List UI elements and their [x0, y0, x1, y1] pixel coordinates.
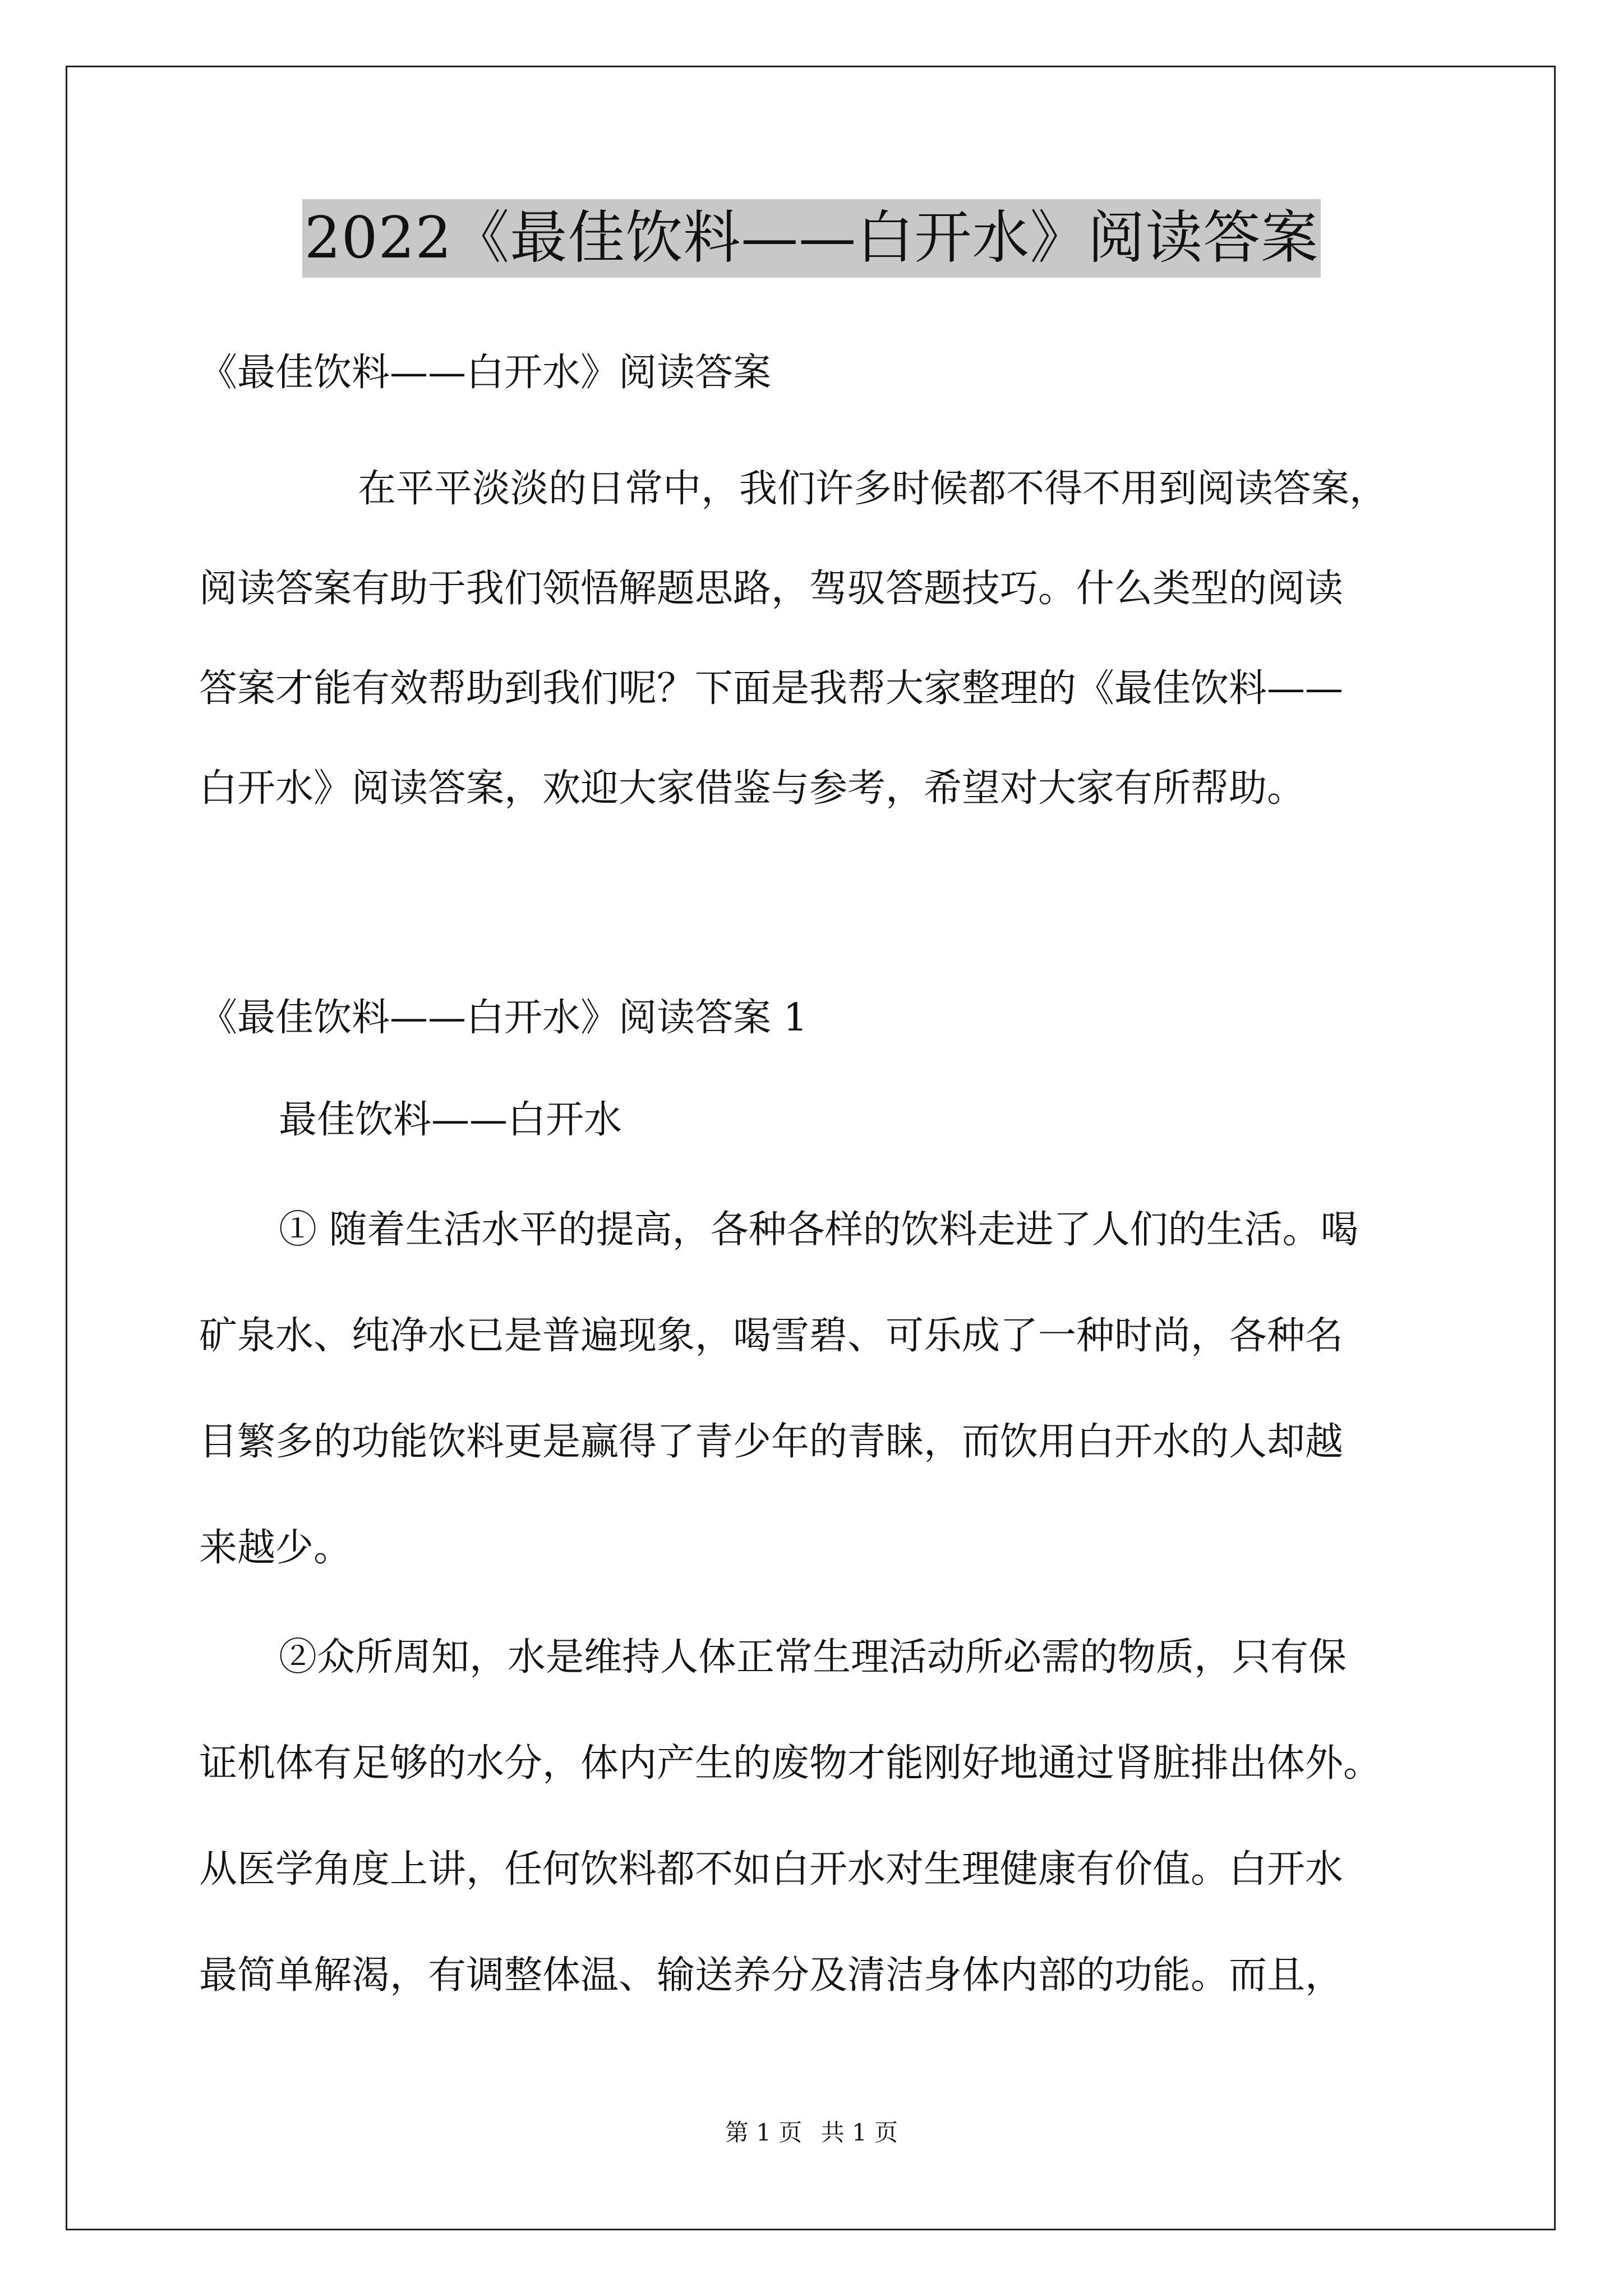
article-title: 最佳饮料——白开水 — [279, 1098, 623, 1142]
intro-line-3: 答案才能有效帮助到我们呢？下面是我帮大家整理的《最佳饮料—— — [199, 666, 1344, 711]
document-title: 2022《最佳饮料——白开水》阅读答案 — [302, 199, 1321, 278]
page-number-total: 共 1 页 — [820, 2119, 898, 2146]
paragraph1-line-3: 目繁多的功能饮料更是赢得了青少年的青睐，而饮用白开水的人却越 — [199, 1420, 1344, 1464]
paragraph2-line-4: 最简单解渴，有调整体温、输送养分及清洁身体内部的功能。而且， — [199, 1953, 1344, 1998]
subtitle: 《最佳饮料——白开水》阅读答案 — [199, 351, 772, 395]
paragraph2-line-1: ②众所周知，水是维持人体正常生理活动所必需的物质，只有保 — [279, 1635, 1347, 1680]
page-number-current: 第 1 页 — [725, 2119, 803, 2146]
section-heading: 《最佳饮料——白开水》阅读答案 1 — [199, 996, 808, 1040]
intro-line-1: 在平平淡淡的日常中，我们许多时候都不得不用到阅读答案， — [358, 467, 1388, 511]
paragraph1-line-2: 矿泉水、纯净水已是普遍现象，喝雪碧、可乐成了一种时尚，各种名 — [199, 1314, 1344, 1358]
intro-line-4: 白开水》阅读答案，欢迎大家借鉴与参考，希望对大家有所帮助。 — [199, 766, 1306, 811]
paragraph1-line-4: 来越少。 — [199, 1526, 352, 1570]
page-footer — [0, 2116, 1623, 2150]
paragraph2-line-3: 从医学角度上讲，任何饮料都不如白开水对生理健康有价值。白开水 — [199, 1847, 1344, 1892]
intro-line-2: 阅读答案有助于我们领悟解题思路，驾驭答题技巧。什么类型的阅读 — [199, 567, 1344, 611]
title-container — [0, 199, 1623, 278]
paragraph2-line-2: 证机体有足够的水分，体内产生的废物才能刚好地通过肾脏排出体外。 — [199, 1741, 1382, 1786]
paragraph1-line-1: ① 随着生活水平的提高，各种各样的饮料走进了人们的生活。喝 — [279, 1208, 1359, 1252]
